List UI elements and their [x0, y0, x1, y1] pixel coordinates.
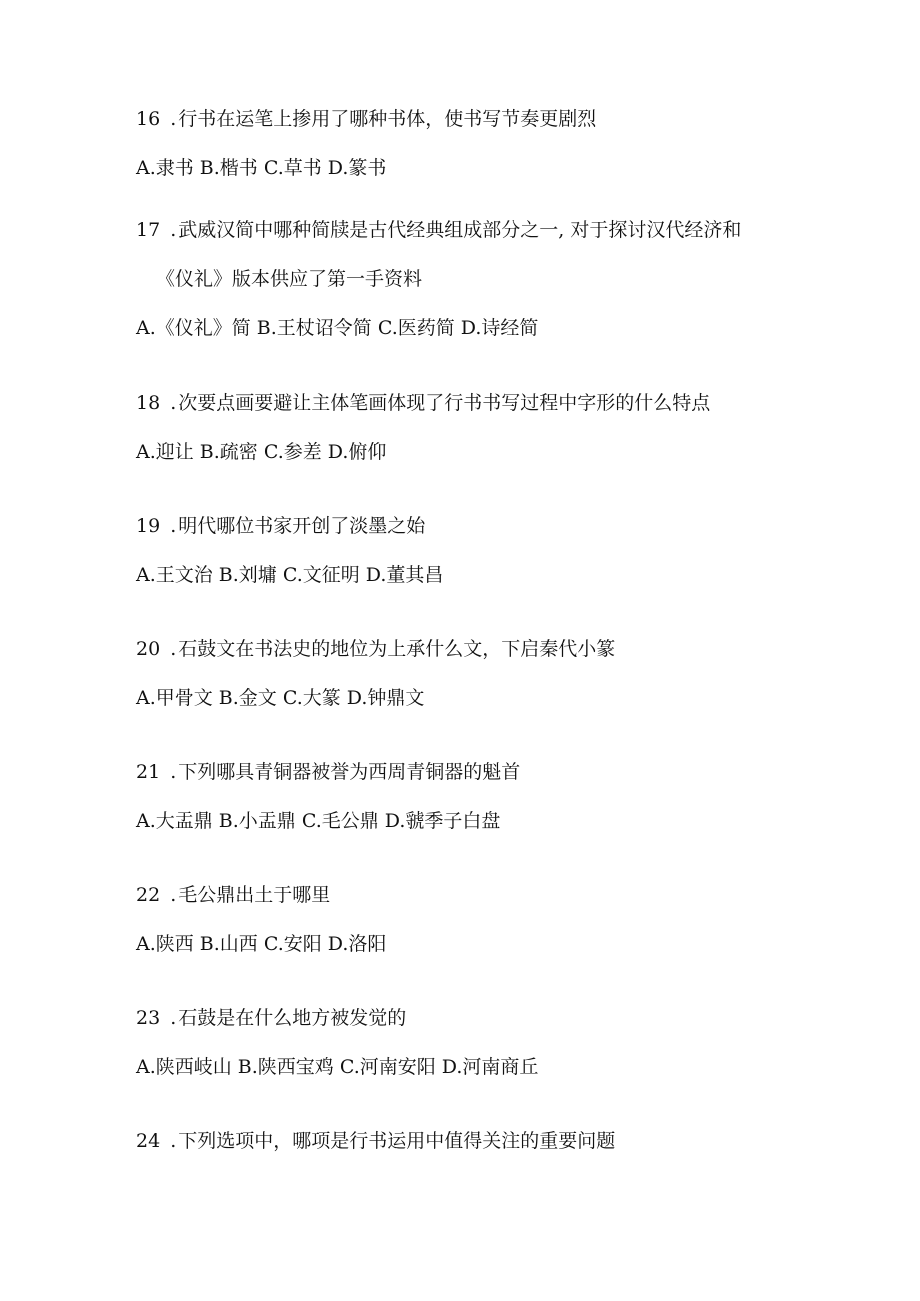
question-number: 21 [136, 761, 161, 783]
question-24-stem [136, 1129, 615, 1153]
question-number: 19 [136, 515, 161, 537]
question-number: 20 [136, 638, 161, 660]
question-23-stem [136, 1006, 406, 1030]
question-21-options: A.大盂鼎 B.小盂鼎 C.毛公鼎 D.虢季子白盘 [136, 810, 501, 832]
question-number: 17 [136, 219, 161, 241]
question-text: 下列哪具青铜器被誉为西周青铜器的魁首 [178, 761, 521, 783]
question-dot: . [170, 108, 177, 130]
question-18-stem [136, 391, 710, 415]
question-dot: . [170, 515, 177, 537]
question-text: 毛公鼎出土于哪里 [178, 884, 331, 906]
question-text: 明代哪位书家开创了淡墨之始 [178, 515, 426, 537]
question-dot: . [170, 1007, 177, 1029]
question-dot: . [170, 392, 177, 414]
question-number: 22 [136, 884, 161, 906]
question-22-stem [136, 883, 330, 907]
question-18-options: A.迎让 B.疏密 C.参差 D.俯仰 [136, 441, 387, 463]
question-text: 行书在运笔上掺用了哪种书体，使书写节奏更剧烈 [178, 108, 597, 130]
question-dot: . [170, 884, 177, 906]
question-22-options: A.陕西 B.山西 C.安阳 D.洛阳 [136, 933, 387, 955]
question-dot: . [170, 638, 177, 660]
question-17-stem-continued: 《仪礼》版本供应了第一手资料 [156, 268, 423, 290]
question-16-stem [136, 107, 596, 131]
question-text: 武威汉简中哪种简牍是古代经典组成部分之一, 对于探讨汉代经济和 [178, 219, 742, 241]
question-19-options: A.王文治 B.刘墉 C.文征明 D.董其昌 [136, 564, 444, 586]
question-dot: . [170, 761, 177, 783]
question-17-stem [136, 218, 741, 242]
question-text: 下列选项中，哪项是行书运用中值得关注的重要问题 [178, 1130, 616, 1152]
question-number: 18 [136, 392, 161, 414]
question-text: 次要点画要避让主体笔画体现了行书书写过程中字形的什么特点 [178, 392, 711, 414]
question-text: 石鼓是在什么地方被发觉的 [178, 1007, 407, 1029]
question-dot: . [170, 219, 177, 241]
question-20-options: A.甲骨文 B.金文 C.大篆 D.钟鼎文 [136, 687, 425, 709]
question-23-options: A.陕西岐山 B.陕西宝鸡 C.河南安阳 D.河南商丘 [136, 1056, 539, 1078]
question-20-stem [136, 637, 615, 661]
question-dot: . [170, 1130, 177, 1152]
question-16-options: A.隶书 B.楷书 C.草书 D.篆书 [136, 157, 387, 179]
question-number: 24 [136, 1130, 161, 1152]
question-19-stem [136, 514, 425, 538]
question-number: 16 [136, 108, 161, 130]
question-number: 23 [136, 1007, 161, 1029]
question-text: 石鼓文在书法史的地位为上承什么文，下启秦代小篆 [178, 638, 616, 660]
question-17-options: A.《仪礼》简 B.王杖诏令简 C.医药简 D.诗经简 [136, 317, 539, 339]
question-21-stem [136, 760, 520, 784]
